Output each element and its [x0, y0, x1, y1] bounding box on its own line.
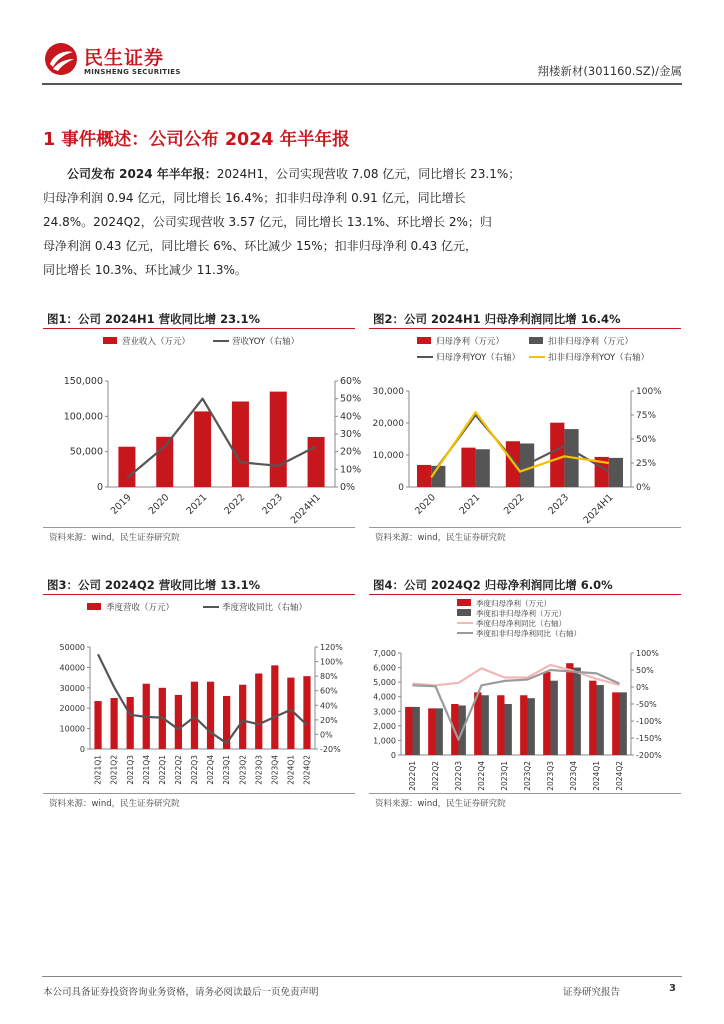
chart4-bar-1-7	[574, 668, 581, 755]
chart2-y2tick-label-1: 25%	[636, 459, 657, 469]
chart3-ytick-label-5: 50000	[59, 643, 85, 652]
chart4-ytick-label-2: 2,000	[373, 721, 396, 731]
brand-name-en: MINSHENG SECURITIES	[84, 68, 181, 76]
chart4-bar-0-6	[543, 672, 550, 755]
chart1-xtick-label-1: 2020	[146, 492, 172, 517]
chart3-ytick-label-3: 30000	[59, 683, 85, 693]
chart3-bar-0-5	[175, 695, 182, 749]
chart3-y2tick-label-3: 40%	[320, 701, 338, 711]
chart4-bar-0-0	[405, 707, 412, 755]
figure-4-source: 资料来源：wind，民生证券研究院	[369, 793, 681, 810]
chart1-y2tick-label-0: 0%	[340, 482, 356, 493]
chart2-bar-0-0	[417, 465, 431, 487]
chart3-y2tick-label-6: 100%	[320, 657, 343, 667]
figure-1	[43, 311, 362, 544]
chart1-y2tick-label-2: 20%	[340, 446, 362, 458]
chart1-xtick-label-3: 2022	[222, 492, 248, 517]
chart3-xtick-label-12: 2024Q1	[286, 755, 296, 785]
chart4-bar-1-1	[436, 708, 443, 755]
chart3-bar-0-2	[127, 697, 134, 749]
chart1-bar-0-5	[308, 437, 325, 487]
chart4-y2tick-label-0: -200%	[636, 751, 662, 760]
chart3-bar-0-11	[271, 665, 278, 749]
chart1-y2tick-label-1: 10%	[340, 464, 362, 476]
figure-2-title: 图2：公司 2024H1 归母净利润同比增 16.4%	[369, 311, 681, 329]
chart4-ytick-label-1: 1,000	[373, 736, 396, 746]
minsheng-logo-icon	[44, 42, 78, 76]
chart1-ytick-label-1: 50,000	[69, 446, 103, 458]
chart2-y2tick-label-0: 0%	[636, 483, 651, 493]
chart3-bar-0-1	[110, 698, 117, 749]
chart3-xtick-label-5: 2022Q2	[174, 755, 184, 785]
chart3-y2tick-label-7: 120%	[320, 643, 343, 652]
chart3-bar-0-13	[303, 676, 310, 749]
section-title: 1 事件概述：公司公布 2024 年半年报	[43, 130, 350, 150]
summary-line-3: 24.8%。2024Q2，公司实现营收 3.57 亿元，同比增长 13.1%、环比增长 2%；归	[43, 215, 492, 229]
chart2-bar-0-1	[461, 448, 475, 487]
chart4-y2tick-label-3: -50%	[636, 700, 657, 709]
chart1-bar-0-2	[194, 411, 211, 487]
footer-disclaimer: 本公司具备证券投资咨询业务资格，请务必阅读最后一页免责声明	[43, 987, 319, 998]
chart4-xtick-label-6: 2023Q3	[546, 761, 556, 791]
chart3-y2tick-label-5: 80%	[320, 672, 338, 682]
chart2-xtick-label-3: 2023	[546, 492, 572, 517]
chart2-xtick-label-2: 2022	[501, 492, 527, 517]
chart4-y2tick-label-4: 0%	[636, 683, 649, 692]
chart4-legend-label-3: 季度扣非归母净利同比（右轴）	[476, 629, 581, 638]
chart1-ytick-label-2: 100,000	[63, 411, 103, 423]
chart4-xtick-label-0: 2022Q1	[408, 761, 418, 791]
chart3-y2tick-label-0: -20%	[320, 745, 341, 754]
chart1-legend-label-1: 营收YOY（右轴）	[232, 337, 300, 347]
chart2-bar-1-1	[476, 449, 490, 487]
chart1-ytick-label-3: 150,000	[63, 376, 103, 387]
chart3-xtick-label-9: 2023Q2	[238, 755, 248, 785]
chart4-xtick-label-1: 2022Q2	[431, 761, 441, 791]
chart2-legend-swatch-0	[417, 337, 431, 344]
chart4-bar-1-0	[413, 707, 420, 755]
summary-line-4: 母净利润 0.43 亿元，同比增长 6%、环比减少 15%；扣非归母净利 0.43 亿元，	[43, 239, 478, 253]
chart4-bar-0-9	[612, 692, 619, 755]
figure-2	[369, 311, 681, 544]
figure-3-chart	[43, 595, 355, 793]
page-number: 3	[669, 983, 676, 994]
footer-divider	[42, 976, 682, 977]
chart4-xtick-label-3: 2022Q4	[477, 761, 487, 791]
chart2-bar-1-0	[431, 466, 445, 487]
figure-4-chart	[369, 595, 681, 793]
chart4-bar-1-9	[620, 692, 627, 755]
chart1-legend-label-0: 营业收入（万元）	[122, 337, 191, 347]
chart4-bar-1-4	[505, 704, 512, 755]
chart2-legend-label-0: 归母净利（万元）	[436, 337, 505, 347]
chart4-legend-swatch-1	[457, 609, 471, 616]
chart1-bar-0-3	[232, 401, 249, 487]
chart4-xtick-label-9: 2024Q2	[615, 761, 625, 791]
chart3-xtick-label-13: 2024Q2	[302, 755, 312, 785]
chart4-y2tick-label-1: -150%	[636, 734, 662, 743]
chart3-y2tick-label-2: 20%	[320, 715, 338, 725]
chart3-bar-0-9	[239, 685, 246, 749]
chart2-legend-swatch-1	[529, 337, 543, 344]
chart2-bar-0-3	[550, 423, 564, 487]
brand-name-cn: 民生证券	[84, 47, 165, 69]
chart4-bar-0-7	[566, 663, 573, 755]
chart4-legend-swatch-0	[457, 599, 471, 606]
chart3-xtick-label-2: 2021Q3	[125, 755, 135, 785]
chart3-legend-label-1: 季度营收同比（右轴）	[222, 603, 308, 613]
chart4-ytick-label-5: 5,000	[373, 678, 396, 688]
chart2-ytick-label-3: 30,000	[372, 387, 404, 397]
chart3-ytick-label-2: 20000	[59, 704, 85, 714]
chart3-xtick-label-0: 2021Q1	[93, 755, 103, 785]
chart3-y2tick-label-1: 0%	[320, 730, 333, 740]
chart2-y2tick-label-4: 100%	[636, 387, 662, 397]
figure-1-title: 图1：公司 2024H1 营收同比增 23.1%	[43, 311, 355, 329]
chart3-xtick-label-7: 2022Q4	[206, 755, 216, 785]
chart4-bar-0-1	[428, 708, 435, 755]
chart4-bar-0-5	[520, 695, 527, 755]
report-tag: 翔楼新材(301160.SZ)/金属	[537, 64, 682, 78]
summary-line-1	[43, 162, 681, 186]
chart3-bar-0-7	[207, 682, 214, 749]
chart2-y2tick-label-2: 50%	[636, 435, 657, 445]
chart3-bar-0-0	[94, 701, 101, 749]
chart4-xtick-label-5: 2023Q2	[523, 761, 533, 791]
chart4-ytick-label-6: 6,000	[373, 663, 396, 673]
chart4-ytick-label-0: 0	[390, 751, 396, 760]
chart4-ytick-label-7: 7,000	[373, 649, 396, 658]
chart1-xtick-label-5: 2024H1	[288, 492, 323, 527]
chart3-xtick-label-8: 2023Q1	[222, 755, 232, 785]
chart3-legend-label-0: 季度营收（万元）	[106, 603, 175, 613]
chart1-y2tick-label-6: 60%	[340, 376, 362, 387]
summary-line-2: 归母净利润 0.94 亿元，同比增长 16.4%；扣非归母净利 0.91 亿元，同比增长	[43, 191, 466, 205]
chart1-line-0	[127, 399, 316, 479]
chart3-ytick-label-0: 0	[79, 745, 85, 754]
chart4-line-0	[413, 665, 620, 685]
chart3-xtick-label-6: 2022Q3	[190, 755, 200, 785]
chart1-bar-0-4	[270, 392, 287, 487]
chart1-y2tick-label-3: 30%	[340, 429, 362, 440]
chart2-y2tick-label-3: 75%	[636, 411, 657, 421]
chart1-y2tick-label-5: 50%	[340, 393, 362, 405]
figure-4	[369, 577, 681, 810]
chart3-ytick-label-4: 40000	[59, 663, 85, 673]
chart4-xtick-label-2: 2022Q3	[454, 761, 464, 791]
figure-1-source: 资料来源：wind，民生证券研究院	[43, 527, 355, 544]
chart4-bar-1-8	[597, 685, 604, 755]
chart3-ytick-label-1: 10000	[59, 724, 85, 734]
summary-line-5: 同比增长 10.3%、环比减少 11.3%。	[43, 263, 247, 277]
chart2-bar-1-4	[609, 458, 623, 487]
chart1-xtick-label-0: 2019	[108, 492, 134, 517]
summary-lead: 公司发布 2024 年半年报：	[67, 167, 217, 181]
chart4-bar-0-8	[589, 681, 596, 755]
chart3-xtick-label-1: 2021Q2	[109, 755, 119, 785]
figure-3-title: 图3：公司 2024Q2 营收同比增 13.1%	[43, 577, 355, 595]
chart4-ytick-label-3: 3,000	[373, 707, 396, 717]
chart1-xtick-label-4: 2023	[260, 492, 286, 517]
event-summary-paragraph	[43, 162, 681, 282]
chart3-bar-0-10	[255, 674, 262, 749]
footer-doc-type: 证券研究报告	[563, 987, 621, 998]
chart2-legend-label-2: 归母净利YOY（右轴）	[436, 353, 521, 363]
figure-3-source: 资料来源：wind，民生证券研究院	[43, 793, 355, 810]
chart2-ytick-label-2: 20,000	[372, 419, 404, 429]
figure-3	[43, 577, 355, 810]
chart4-line-1	[413, 670, 620, 740]
chart4-bar-0-4	[497, 695, 504, 755]
chart2-ytick-label-1: 10,000	[372, 451, 404, 461]
chart4-ytick-label-4: 4,000	[373, 692, 396, 702]
chart2-xtick-label-4: 2024H1	[581, 492, 616, 527]
chart3-xtick-label-10: 2023Q3	[254, 755, 264, 785]
chart2-ytick-label-0: 0	[398, 483, 404, 493]
chart4-y2tick-label-2: -100%	[636, 717, 662, 726]
chart2-xtick-label-0: 2020	[413, 492, 439, 517]
chart4-bar-1-6	[551, 681, 558, 755]
chart1-y2tick-label-4: 40%	[340, 411, 362, 423]
chart4-xtick-label-8: 2024Q1	[592, 761, 602, 791]
chart4-bar-1-3	[482, 695, 489, 755]
chart3-legend-swatch-0	[87, 603, 101, 610]
chart4-bar-1-5	[528, 698, 535, 755]
page-header	[0, 0, 724, 86]
chart2-xtick-label-1: 2021	[457, 492, 483, 517]
chart1-xtick-label-2: 2021	[184, 492, 210, 517]
summary-line-1-text: 2024H1，公司实现营收 7.08 亿元，同比增长 23.1%；	[216, 167, 521, 181]
figure-4-title: 图4：公司 2024Q2 归母净利润同比增 6.0%	[369, 577, 681, 595]
chart2-legend-label-1: 扣非归母净利（万元）	[548, 337, 634, 347]
figure-2-chart	[369, 329, 681, 527]
chart4-y2tick-label-6: 100%	[636, 649, 659, 658]
figure-2-source: 资料来源：wind，民生证券研究院	[369, 527, 681, 544]
figure-1-chart	[43, 329, 362, 527]
chart1-bar-0-1	[156, 437, 173, 487]
chart4-legend-label-0: 季度归母净利（万元）	[476, 599, 551, 608]
chart1-bar-0-0	[118, 447, 135, 487]
chart3-bar-0-6	[191, 682, 198, 749]
chart3-y2tick-label-4: 60%	[320, 686, 338, 696]
chart3-xtick-label-3: 2021Q4	[141, 755, 151, 785]
chart3-xtick-label-4: 2022Q1	[157, 755, 167, 785]
chart2-legend-label-3: 扣非归母净利YOY（右轴）	[548, 353, 650, 363]
chart3-xtick-label-11: 2023Q4	[270, 755, 280, 785]
chart4-xtick-label-7: 2023Q4	[569, 761, 579, 791]
chart4-xtick-label-4: 2023Q1	[500, 761, 510, 791]
chart1-ytick-label-0: 0	[96, 482, 103, 493]
chart1-legend-swatch-0	[103, 337, 117, 344]
chart4-legend-label-2: 季度归母净利同比（右轴）	[476, 619, 566, 628]
header-divider	[42, 83, 682, 85]
chart4-y2tick-label-5: 50%	[636, 666, 654, 675]
chart4-legend-label-1: 季度扣非归母净利（万元）	[476, 609, 566, 618]
